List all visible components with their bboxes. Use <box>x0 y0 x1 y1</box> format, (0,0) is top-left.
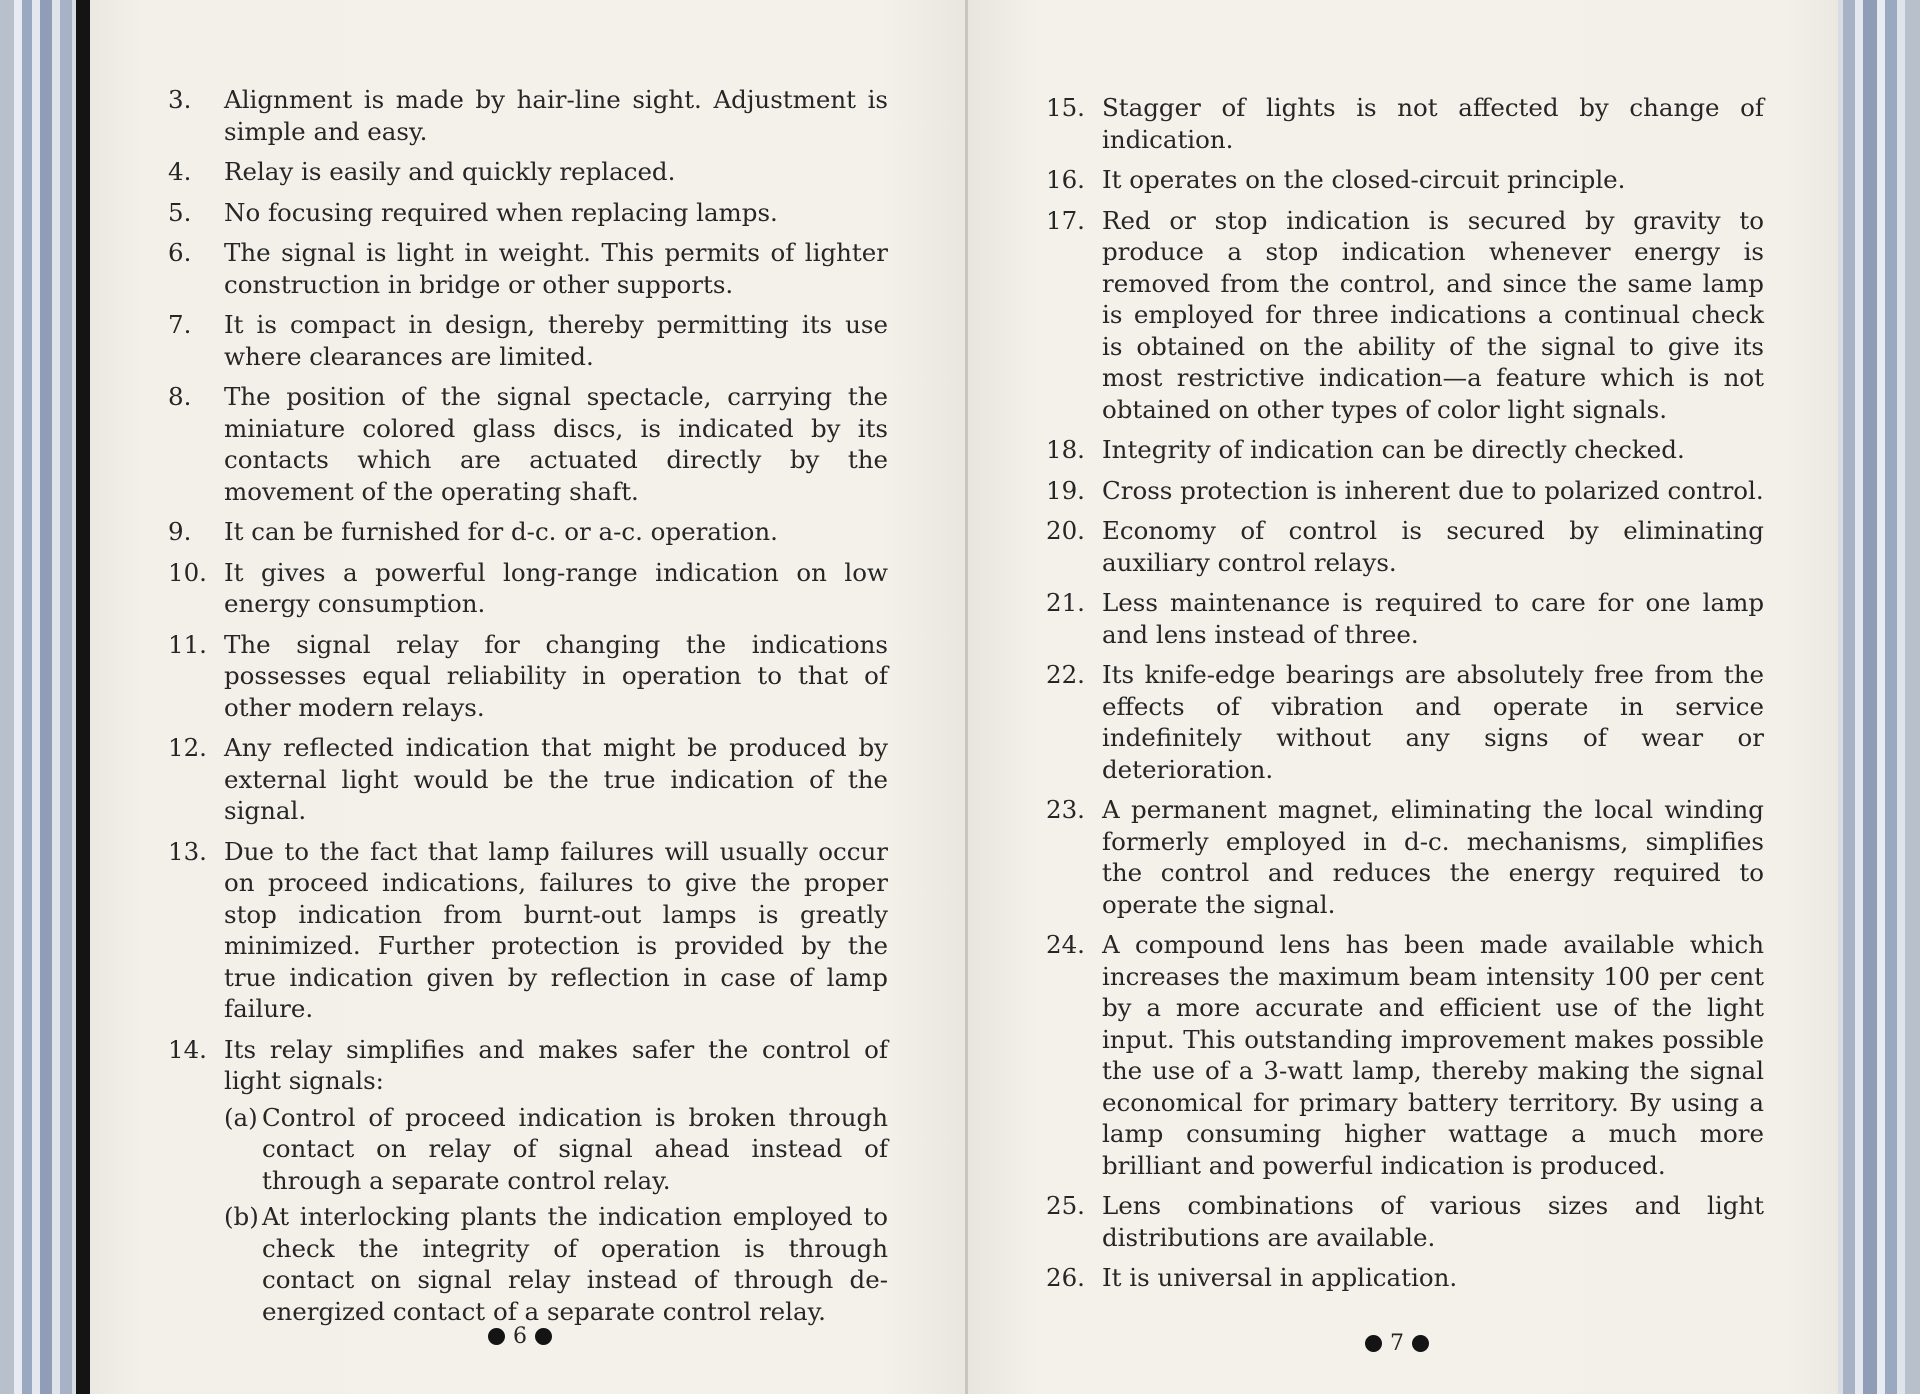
item-text: The signal relay for changing the indications possesses equal reliability in operation to that of other modern relays. <box>224 629 888 722</box>
item-number: 7. <box>168 310 192 339</box>
page-number-left <box>488 1324 552 1349</box>
list-item <box>1046 659 1764 785</box>
sub-item <box>224 1102 888 1197</box>
item-text: It is compact in design, thereby permitting its use where clearances are limited. <box>224 310 888 371</box>
bullet-dot-icon <box>1412 1335 1429 1352</box>
item-number: 18. <box>1046 435 1085 464</box>
list-item <box>1046 1190 1764 1253</box>
item-text: No focusing required when replacing lamps. <box>224 197 778 227</box>
item-number: 6. <box>168 238 192 267</box>
item-text: It gives a powerful long-range indication on low energy consumption. <box>224 557 888 618</box>
list-item <box>168 516 888 548</box>
sub-item-text: At interlocking plants the indication employed to check the integrity of operation is through contact on signal relay instead of through de-energized contact of a separate control relay. <box>262 1202 888 1326</box>
list-item <box>168 629 888 724</box>
item-number: 12. <box>168 733 207 762</box>
list-item <box>1046 434 1764 466</box>
list-item <box>1046 515 1764 578</box>
list-item <box>1046 205 1764 426</box>
item-number: 20. <box>1046 516 1085 545</box>
item-text: It is universal in application. <box>1102 1263 1458 1292</box>
list-item <box>1046 587 1764 650</box>
item-number: 11. <box>168 629 207 659</box>
item-number: 5. <box>168 197 192 227</box>
item-text: Stagger of lights is not affected by change of indication. <box>1102 93 1764 154</box>
item-number: 24. <box>1046 930 1085 959</box>
item-text: Alignment is made by hair-line sight. Adjustment is simple and easy. <box>224 85 888 146</box>
list-item <box>168 1034 888 1328</box>
list-item <box>168 84 888 147</box>
list-item <box>1046 92 1764 155</box>
list-item <box>1046 164 1764 196</box>
item-text: Relay is easily and quickly replaced. <box>224 157 676 186</box>
item-text: Lens combinations of various sizes and light distributions are available. <box>1102 1191 1764 1252</box>
book-gutter <box>965 0 968 1394</box>
item-number: 9. <box>168 517 192 546</box>
item-number: 21. <box>1046 588 1085 617</box>
item-text: A compound lens has been made available which increases the maximum beam intensity 100 per cent by a more accurate and efficient use of the light input. This outstanding improvement makes possible the use of a 3-watt lamp, thereby making the signal economical for primary battery territory. By using a lamp consuming higher wattage a much more brilliant and powerful indication is produced. <box>1102 930 1764 1180</box>
bullet-dot-icon <box>488 1328 505 1345</box>
item-text: A permanent magnet, eliminating the local winding formerly employed in d-c. mechanisms, simplifies the control and reduces the energy required to operate the signal. <box>1102 795 1764 919</box>
list-item <box>168 156 888 188</box>
item-text: The position of the signal spectacle, carrying the miniature colored glass discs, is indicated by its contacts which are actuated directly by the movement of the operating shaft. <box>224 382 888 506</box>
list-item <box>1046 1262 1764 1294</box>
list-item <box>1046 929 1764 1181</box>
item-text: It can be furnished for d-c. or a-c. operation. <box>224 517 778 546</box>
item-number: 19. <box>1046 475 1085 505</box>
list-item <box>168 309 888 372</box>
item-text: Its knife-edge bearings are absolutely free from the effects of vibration and operate in service indefinitely without any signs of wear or deterioration. <box>1102 660 1764 784</box>
item-text: Cross protection is inherent due to polarized control. <box>1102 475 1764 505</box>
list-item <box>168 197 888 229</box>
page-number-text: 7 <box>1390 1331 1404 1356</box>
left-page-list <box>168 84 888 1336</box>
item-text: The signal is light in weight. This permits of lighter construction in bridge or other supports. <box>224 238 888 299</box>
item-number: 15. <box>1046 93 1085 122</box>
sub-item-label: (a) <box>224 1102 258 1132</box>
list-item <box>1046 475 1764 507</box>
item-text: Due to the fact that lamp failures will usually occur on proceed indications, failures to give the proper stop indication from burnt-out lamps is greatly minimized. Further protection is provided by the true indication given by reflection in case of lamp failure. <box>224 836 888 1023</box>
item-number: 23. <box>1046 795 1085 824</box>
page-number-right <box>1365 1331 1429 1356</box>
item-text: Less maintenance is required to care for one lamp and lens instead of three. <box>1102 588 1764 649</box>
item-number: 16. <box>1046 165 1085 194</box>
sub-item-label: (b) <box>224 1202 259 1231</box>
item-number: 26. <box>1046 1263 1085 1292</box>
item-text: Red or stop indication is secured by gravity to produce a stop indication whenever energy is removed from the control, and since the same lamp is employed for three indications a continual check is obtained on the ability of the signal to give its most restrictive indication—a feature which is not obtained on other types of color light signals. <box>1102 205 1764 424</box>
bullet-dot-icon <box>1365 1335 1382 1352</box>
list-item <box>1046 794 1764 920</box>
right-page-list <box>1046 92 1764 1303</box>
list-item <box>168 732 888 827</box>
item-number: 13. <box>168 836 207 866</box>
item-text: Integrity of indication can be directly checked. <box>1102 435 1685 464</box>
right-cover-edge <box>1825 0 1920 1394</box>
list-item <box>168 836 888 1025</box>
page-number-text: 6 <box>513 1324 527 1349</box>
list-item <box>168 557 888 620</box>
item-number: 3. <box>168 85 192 114</box>
item-number: 14. <box>168 1034 207 1064</box>
item-number: 10. <box>168 557 207 587</box>
item-number: 22. <box>1046 660 1085 689</box>
bullet-dot-icon <box>535 1328 552 1345</box>
list-item <box>168 237 888 300</box>
item-number: 4. <box>168 157 192 186</box>
sub-item-text: Control of proceed indication is broken through contact on relay of signal ahead instead of through a separate control relay. <box>262 1102 888 1195</box>
item-text: Its relay simplifies and makes safer the control of light signals: <box>224 1034 888 1095</box>
item-number: 17. <box>1046 205 1085 235</box>
item-text: Economy of control is secured by eliminating auxiliary control relays. <box>1102 516 1764 577</box>
item-number: 8. <box>168 382 192 411</box>
item-text: Any reflected indication that might be produced by external light would be the true indication of the signal. <box>224 733 888 825</box>
list-item <box>168 381 888 507</box>
item-number: 25. <box>1046 1191 1085 1220</box>
left-cover-edge <box>0 0 95 1394</box>
sub-item <box>224 1201 888 1327</box>
item-text: It operates on the closed-circuit principle. <box>1102 165 1626 194</box>
